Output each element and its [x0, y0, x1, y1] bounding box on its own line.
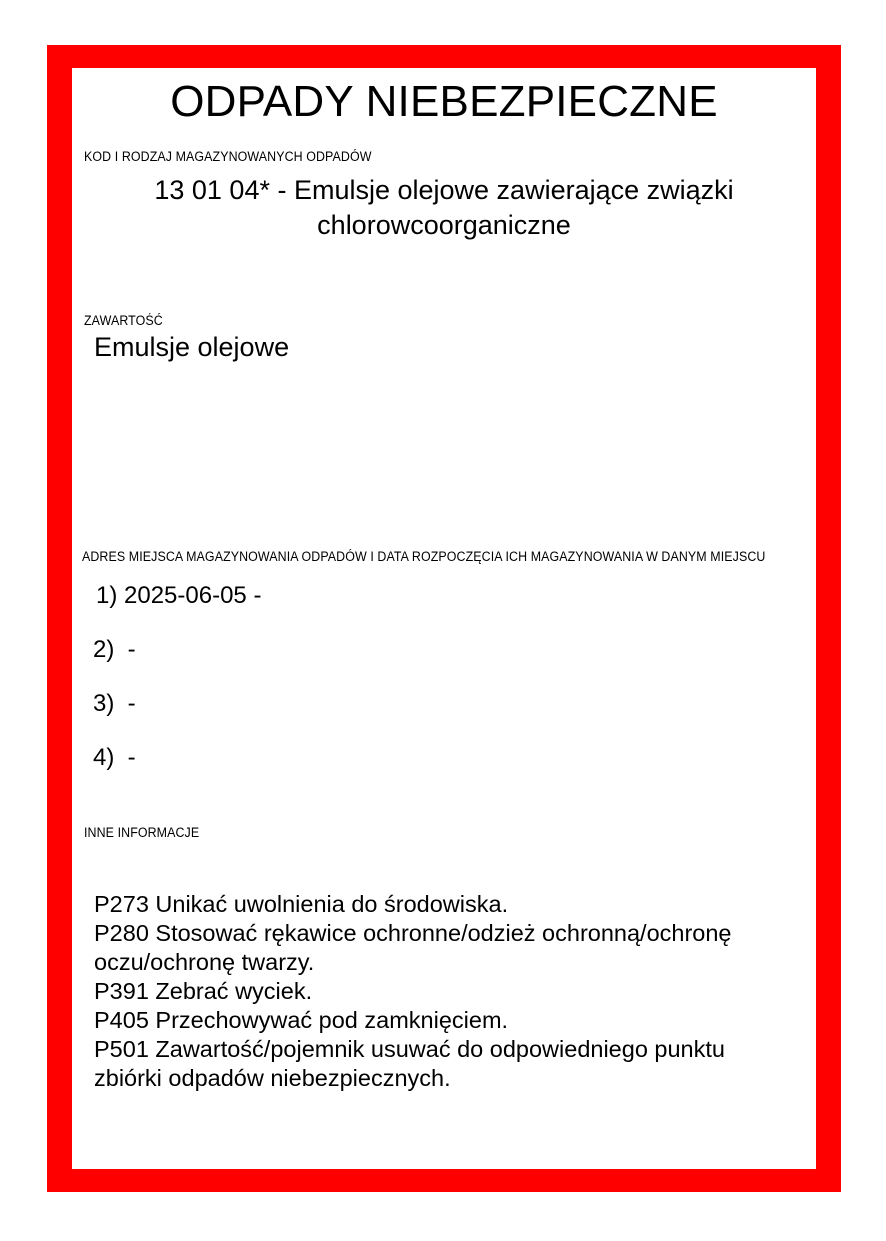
list-item: 3) -	[93, 690, 136, 717]
label-inner-area	[72, 68, 816, 1169]
precautionary-statement: P391 Zebrać wyciek.	[94, 978, 313, 1004]
precautionary-statement: P280 Stosować rękawice ochronne/odzież ochronną/ochronę oczu/ochronę twarzy.	[94, 920, 732, 975]
precautionary-statement: P273 Unikać uwolnienia do środowiska.	[94, 891, 509, 917]
list-item: 2) -	[93, 636, 136, 663]
content-section-value: Emulsje olejowe	[94, 332, 290, 362]
code-section-value: 13 01 04* - Emulsje olejowe zawierające związki chlorowcoorganiczne	[154, 175, 734, 240]
page-title: ODPADY NIEBEZPIECZNE	[170, 77, 718, 126]
label-content	[72, 68, 816, 1169]
storage-section-label: ADRES MIEJSCA MAGAZYNOWANIA ODPADÓW I DATA ROZPOCZĘCIA ICH MAGAZYNOWANIA W DANYM MIEJSCU	[82, 549, 766, 564]
code-section-label: KOD I RODZAJ MAGAZYNOWANYCH ODPADÓW	[84, 149, 372, 164]
precautionary-statements-block	[94, 890, 794, 1093]
precautionary-statement: P501 Zawartość/pojemnik usuwać do odpowiedniego punktu zbiórki odpadów niebezpiecznych.	[94, 1036, 725, 1091]
list-item: 1) 2025-06-05 -	[96, 582, 262, 609]
list-item: 4) -	[93, 744, 136, 771]
other-info-section-label: INNE INFORMACJE	[84, 825, 200, 840]
content-section-label: ZAWARTOŚĆ	[84, 313, 163, 328]
red-warning-frame	[47, 45, 841, 1192]
precautionary-statement: P405 Przechowywać pod zamknięciem.	[94, 1007, 509, 1033]
